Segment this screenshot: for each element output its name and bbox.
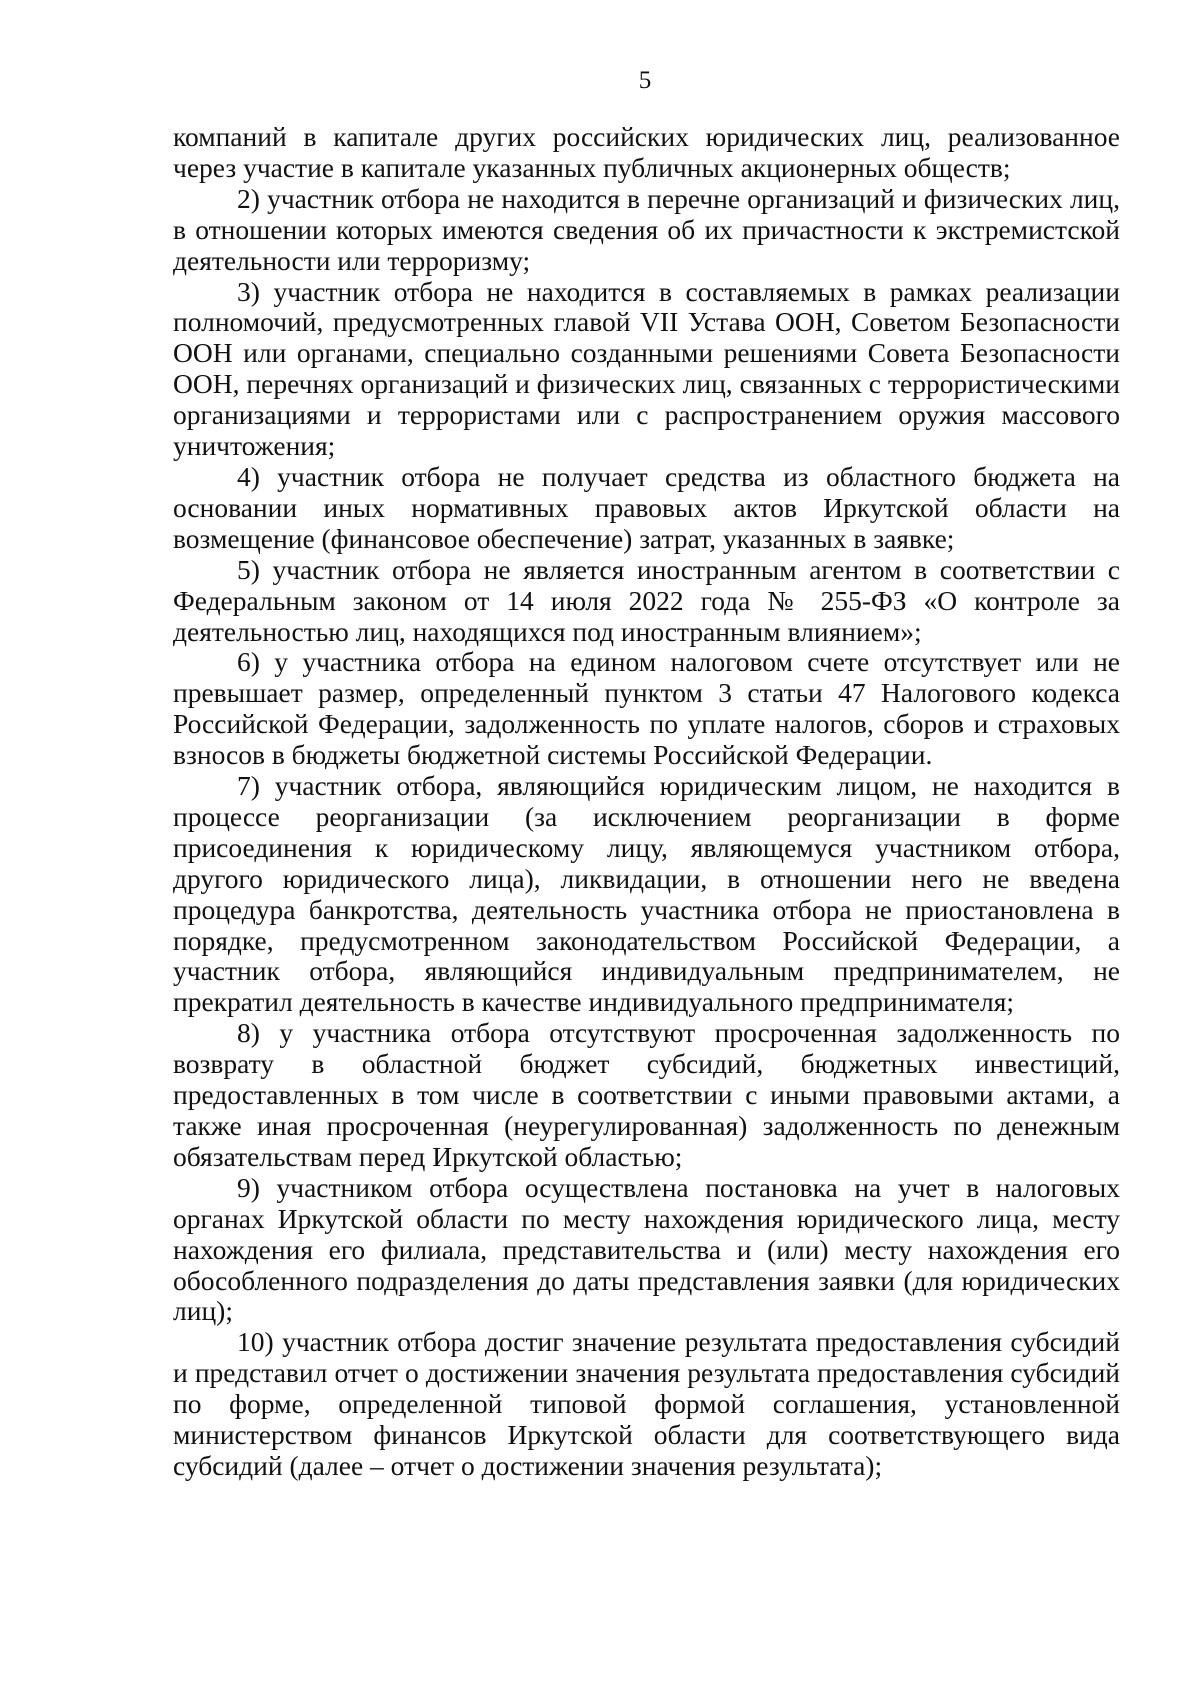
paragraph-item-7: 7) участник отбора, являющийся юридическим лицом, не находится в процессе реорганизации (за исключением реорганизации в форме присоединения к юридическому лицу, являющемуся участником отбора, другого юридического лица), ликвидации, в отношении него не введена процедура банкротства, деятельность участника отбора не приостановлена в порядке, предусмотренном законодательством Российской Федерации, а участник отбора, являющийся индивидуальным предпринимателем, не прекратил деятельность в качестве индивидуального предпринимателя; (173, 770, 1120, 1018)
paragraph-continuation: компаний в капитале других российских юридических лиц, реализованное через участие в капитале указанных публичных акционерных обществ; (173, 121, 1120, 183)
paragraph-item-6: 6) у участника отбора на едином налоговом счете отсутствует или не превышает размер, определенный пунктом 3 статьи 47 Налогового кодекса Российской Федерации, задолженность по уплате налогов, сборов и страховых взносов в бюджеты бюджетной системы Российской Федерации. (173, 646, 1120, 771)
paragraph-item-5: 5) участник отбора не является иностранным агентом в соответствии с Федеральным законом от 14 июля 2022 года № 255-ФЗ «О контроле за деятельностью лиц, находящихся под иностранным влиянием»; (173, 553, 1120, 647)
paragraph-item-8: 8) у участника отбора отсутствуют просроченная задолженность по возврату в областной бюджет субсидий, бюджетных инвестиций, предоставленных в том числе в соответствии с иными правовыми актами, а также иная просроченная (неурегулированная) задолженность по денежным обязательствам перед Иркутской областью; (173, 1017, 1120, 1172)
paragraph-item-3: 3) участник отбора не находится в составляемых в рамках реализации полномочий, предусмотренных главой VII Устава ООН, Советом Безопасности ООН или органами, специально созданными решениями Совета Безопасности ООН, перечнях организаций и физических лиц, связанных с террористическими организациями и террористами или с распространением оружия массового уничтожения; (173, 275, 1120, 462)
paragraph-item-4: 4) участник отбора не получает средства из областного бюджета на основании иных нормативных правовых актов Иркутской области на возмещение (финансовое обеспечение) затрат, указанных в заявке; (173, 460, 1120, 554)
paragraph-item-9: 9) участником отбора осуществлена постановка на учет в налоговых органах Иркутской области по месту нахождения юридического лица, месту нахождения его филиала, представительства и (или) месту нахождения его обособленного подразделения до даты представления заявки (для юридических лиц); (173, 1171, 1120, 1327)
document-body (173, 122, 1120, 1482)
page-number: 5 (638, 67, 652, 94)
paragraph-item-10: 10) участник отбора достиг значение результата предоставления субсидий и представил отчет о достижении значения результата предоставления субсидий по форме, определенной типовой формой соглашения, установленной министерством финансов Иркутской области для соответствующего вида субсидий (далее – отчет о достижении значения результата); (173, 1326, 1120, 1481)
paragraph-item-2: 2) участник отбора не находится в перечне организаций и физических лиц, в отношении которых имеются сведения об их причастности к экстремистской деятельности или терроризму; (173, 182, 1120, 276)
